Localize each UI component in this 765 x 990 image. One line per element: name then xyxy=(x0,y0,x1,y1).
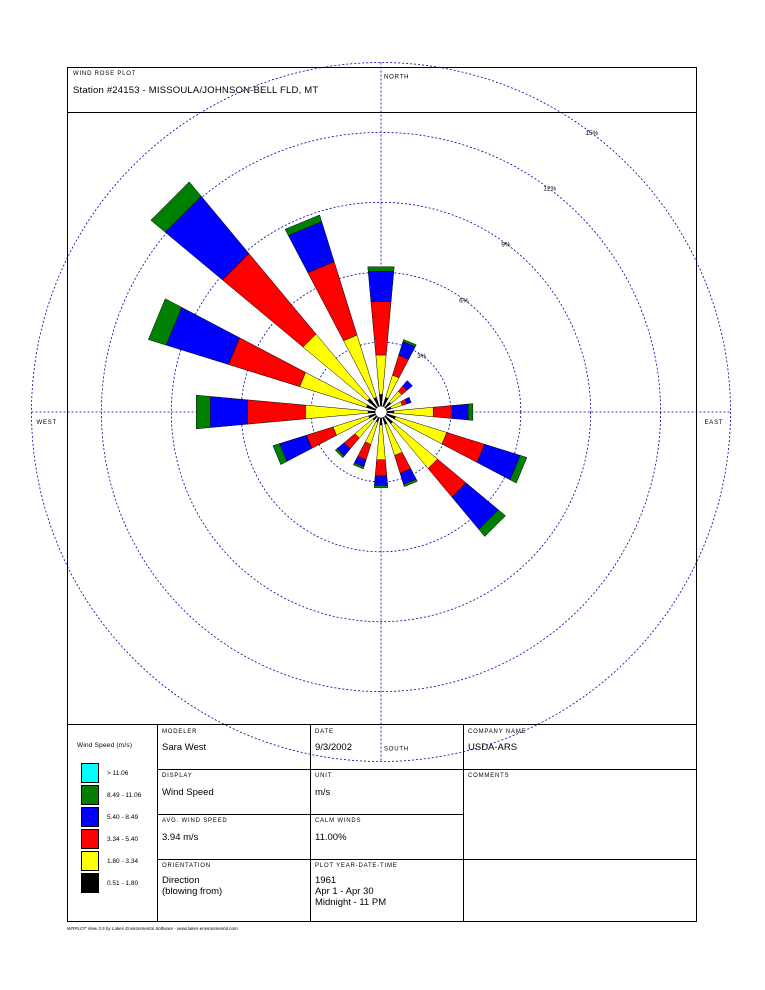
petal-WNW-bin-2 xyxy=(228,338,305,387)
table-divider-1 xyxy=(157,724,158,922)
unit-label: UNIT xyxy=(315,773,333,779)
legend-label-1: 8.49 - 11.06 xyxy=(107,792,142,799)
calm-winds-label: CALM WINDS xyxy=(315,818,362,824)
ring-label-12: 12% xyxy=(543,185,557,193)
petal-W-bin-1 xyxy=(305,405,368,419)
software-credit: WRPLOT View 3.5 by Lakes Environmental Software - www.lakes-environmental.com xyxy=(67,926,238,931)
table-divider-2 xyxy=(310,724,311,922)
petal-S-bin-1 xyxy=(377,425,386,460)
plot-dates: Apr 1 - Apr 30 xyxy=(315,886,374,897)
petal-N-bin-4 xyxy=(368,267,394,272)
ring-label-3: 3% xyxy=(417,353,427,361)
legend-swatch-5 xyxy=(81,873,99,893)
petal-S-bin-4 xyxy=(374,485,388,487)
modeler-label: MODELER xyxy=(162,729,198,735)
legend-label-5: 0.51 - 1.80 xyxy=(107,880,139,887)
petal-NNW-bin-2 xyxy=(308,262,357,341)
petal-S-bin-0 xyxy=(380,418,382,425)
avg-speed-value: 3.94 m/s xyxy=(162,832,199,843)
petal-NNE-bin-2 xyxy=(392,355,408,378)
label-west: WEST xyxy=(36,420,58,426)
label-east: EAST xyxy=(704,420,724,426)
label-north: NORTH xyxy=(384,74,410,81)
display-label: DISPLAY xyxy=(162,773,193,779)
petal-E-bin-4 xyxy=(468,404,473,421)
legend-swatch-1 xyxy=(81,785,99,805)
petal-E-bin-0 xyxy=(387,411,394,413)
petal-ESE-bin-2 xyxy=(442,432,485,462)
label-south: SOUTH xyxy=(384,746,409,753)
petal-N-bin-1 xyxy=(376,355,386,394)
petal-N-bin-0 xyxy=(379,394,382,406)
petal-NW-bin-2 xyxy=(222,253,316,347)
comments-label: COMMENTS xyxy=(468,773,510,779)
station-title: Station #24153 - MISSOULA/JOHNSON-BELL FLD, MT xyxy=(73,85,319,96)
company-label: COMPANY NAME xyxy=(468,729,527,735)
legend-swatch-4 xyxy=(81,851,99,871)
petal-W-bin-4 xyxy=(196,395,210,429)
table-row-divider-1 xyxy=(157,769,697,770)
petal-N-bin-3 xyxy=(368,271,394,301)
orientation-line-2: (blowing from) xyxy=(162,886,223,897)
legend-title: Wind Speed (m/s) xyxy=(77,742,133,749)
legend-label-0: > 11.06 xyxy=(107,770,129,777)
calm-circle xyxy=(375,406,387,418)
orientation-label: ORIENTATION xyxy=(162,863,211,869)
unit-value: m/s xyxy=(315,787,331,798)
petal-W-bin-3 xyxy=(210,396,247,427)
table-top-border xyxy=(67,724,697,725)
company-value: USDA-ARS xyxy=(468,742,518,753)
calm-winds-value: 11.00% xyxy=(315,832,347,843)
petal-N-bin-2 xyxy=(371,302,391,355)
plot-time: Midnight - 11 PM xyxy=(315,897,387,908)
avg-speed-label: AVG. WIND SPEED xyxy=(162,818,228,824)
orientation-line-1: Direction xyxy=(162,875,200,886)
legend-label-2: 5.40 - 8.49 xyxy=(107,814,139,821)
petal-S-bin-3 xyxy=(374,476,387,485)
petal-E-bin-3 xyxy=(452,404,468,420)
ring-label-15: 15% xyxy=(585,129,599,137)
plot-type-label: WIND ROSE PLOT xyxy=(73,71,137,77)
table-divider-3 xyxy=(463,724,464,922)
petal-E-bin-1 xyxy=(394,407,433,417)
ring-label-6: 6% xyxy=(459,297,469,305)
petal-W-bin-2 xyxy=(247,400,305,424)
petal-W-bin-0 xyxy=(368,411,375,413)
date-value: 9/3/2002 xyxy=(315,742,352,753)
legend-swatch-0 xyxy=(81,763,99,783)
plot-year: 1961 xyxy=(315,875,337,886)
petal-E-bin-2 xyxy=(433,406,452,419)
petal-S-bin-2 xyxy=(375,460,387,476)
display-value: Wind Speed xyxy=(162,787,214,798)
legend-swatch-3 xyxy=(81,829,99,849)
table-row-divider-2 xyxy=(157,814,463,815)
plot-time-label: PLOT YEAR-DATE-TIME xyxy=(315,863,398,869)
ring-label-9: 9% xyxy=(501,241,511,249)
modeler-value: Sara West xyxy=(162,742,207,753)
date-label: DATE xyxy=(315,729,334,735)
table-row-divider-3 xyxy=(157,859,697,860)
petals-group xyxy=(148,182,527,537)
legend-swatch-2 xyxy=(81,807,99,827)
petal-WSW-bin-2 xyxy=(306,427,336,448)
legend-label-4: 1.80 - 3.34 xyxy=(107,858,139,865)
legend-label-3: 3.34 - 5.40 xyxy=(107,836,139,843)
